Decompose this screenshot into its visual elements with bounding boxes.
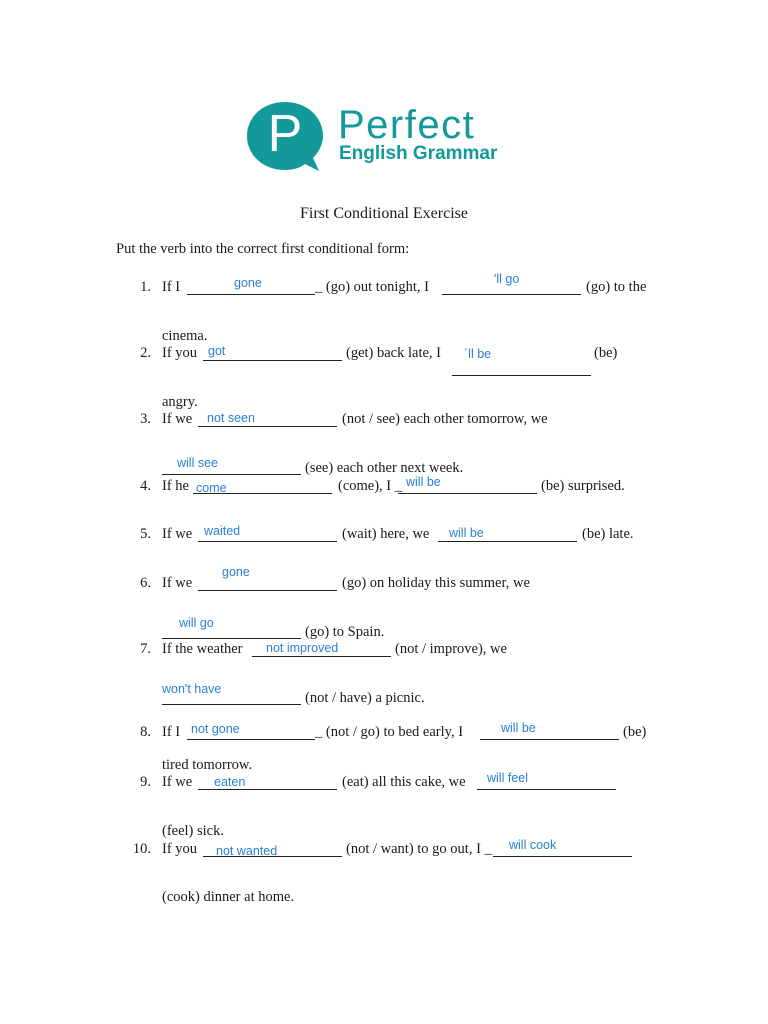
item-text: (go) to Spain. — [305, 624, 385, 640]
item-text: (get) back late, I — [346, 345, 442, 361]
answer-text: gone — [234, 276, 262, 290]
item-number: 1. — [140, 279, 151, 295]
item-text: If we — [162, 575, 193, 591]
item-text: angry. — [162, 394, 198, 410]
item-text: (not / improve), we — [395, 641, 507, 657]
answer-text: not wanted — [216, 844, 278, 858]
answer-blank[interactable] — [480, 739, 619, 740]
answer-text: got — [208, 344, 226, 358]
item-text: (go) to the — [586, 279, 647, 295]
item-text: (see) each other next week. — [305, 460, 464, 476]
logo-word-english-grammar: English Grammar — [339, 143, 498, 164]
item-text: (go) on holiday this summer, we — [342, 575, 530, 591]
item-text: If we — [162, 411, 193, 427]
answer-text: not seen — [207, 411, 255, 425]
answer-text: won't have — [162, 682, 222, 696]
answer-text: come — [196, 481, 227, 495]
item-text: (feel) sick. — [162, 823, 224, 839]
answer-text: will be — [501, 721, 536, 735]
logo-letter: P — [267, 105, 303, 163]
item-text: (be) late. — [582, 526, 634, 542]
answer-blank[interactable] — [198, 590, 337, 591]
answer-text: will cook — [509, 838, 557, 852]
answer-text: eaten — [214, 775, 246, 789]
answer-blank[interactable] — [442, 294, 581, 295]
item-text: If you — [162, 345, 198, 361]
logo-word-perfect: Perfect — [338, 103, 476, 147]
answer-blank[interactable] — [162, 704, 301, 705]
item-text: (eat) all this cake, we — [342, 774, 466, 790]
item-text: _ (go) out tonight, I — [315, 279, 429, 295]
item-number: 6. — [140, 575, 151, 591]
answer-blank[interactable] — [187, 294, 315, 295]
answer-text: will be — [449, 526, 484, 540]
item-text: (not / have) a picnic. — [305, 690, 425, 706]
answer-blank[interactable] — [198, 426, 337, 427]
item-number: 3. — [140, 411, 151, 427]
item-text: (be) — [594, 345, 618, 361]
item-text: (be) — [623, 724, 647, 740]
answer-blank[interactable] — [477, 789, 616, 790]
item-number: 9. — [140, 774, 151, 790]
answer-text: will be — [406, 475, 441, 489]
answer-blank[interactable] — [162, 638, 301, 639]
item-text: If I — [162, 724, 181, 740]
item-text: If you — [162, 841, 198, 857]
answer-blank[interactable] — [198, 789, 337, 790]
answer-blank[interactable] — [452, 375, 591, 376]
answer-text: will see — [177, 456, 218, 470]
item-text: _ (not / go) to bed early, I — [315, 724, 464, 740]
item-text: (not / see) each other tomorrow, we — [342, 411, 548, 427]
item-text: If we — [162, 526, 193, 542]
answer-blank[interactable] — [438, 541, 577, 542]
item-number: 10. — [132, 841, 151, 857]
item-text: cinema. — [162, 328, 208, 344]
answer-blank[interactable] — [203, 360, 342, 361]
item-text: If I — [162, 279, 181, 295]
answer-text: will go — [179, 616, 214, 630]
item-text: (wait) here, we — [342, 526, 430, 542]
page-title: First Conditional Exercise — [300, 205, 468, 222]
answer-blank[interactable] — [162, 474, 301, 475]
answer-text: waited — [204, 524, 241, 538]
answer-text: ´ll be — [464, 347, 492, 361]
answer-blank[interactable] — [187, 739, 315, 740]
item-text: tired tomorrow. — [162, 757, 253, 773]
answer-text: not gone — [191, 722, 240, 736]
answer-blank[interactable] — [398, 493, 537, 494]
instruction: Put the verb into the correct first conditional form: — [116, 241, 410, 257]
item-text: (not / want) to go out, I _ — [346, 841, 492, 857]
item-text: If the weather — [162, 641, 243, 657]
item-number: 2. — [140, 345, 151, 361]
item-text: If he — [162, 478, 189, 494]
answer-text: gone — [222, 565, 250, 579]
item-text: (be) surprised. — [541, 478, 625, 494]
answer-text: 'll go — [494, 272, 520, 286]
answer-blank[interactable] — [493, 856, 632, 857]
answer-text: not improved — [266, 641, 339, 655]
answer-text: will feel — [487, 771, 528, 785]
item-text: If we — [162, 774, 193, 790]
answer-blank[interactable] — [252, 656, 391, 657]
item-text: (come), I _ — [338, 478, 403, 494]
answer-blank[interactable] — [198, 541, 337, 542]
item-number: 7. — [140, 641, 151, 657]
item-number: 4. — [140, 478, 151, 494]
item-text: (cook) dinner at home. — [162, 889, 295, 905]
item-number: 8. — [140, 724, 151, 740]
item-number: 5. — [140, 526, 151, 542]
